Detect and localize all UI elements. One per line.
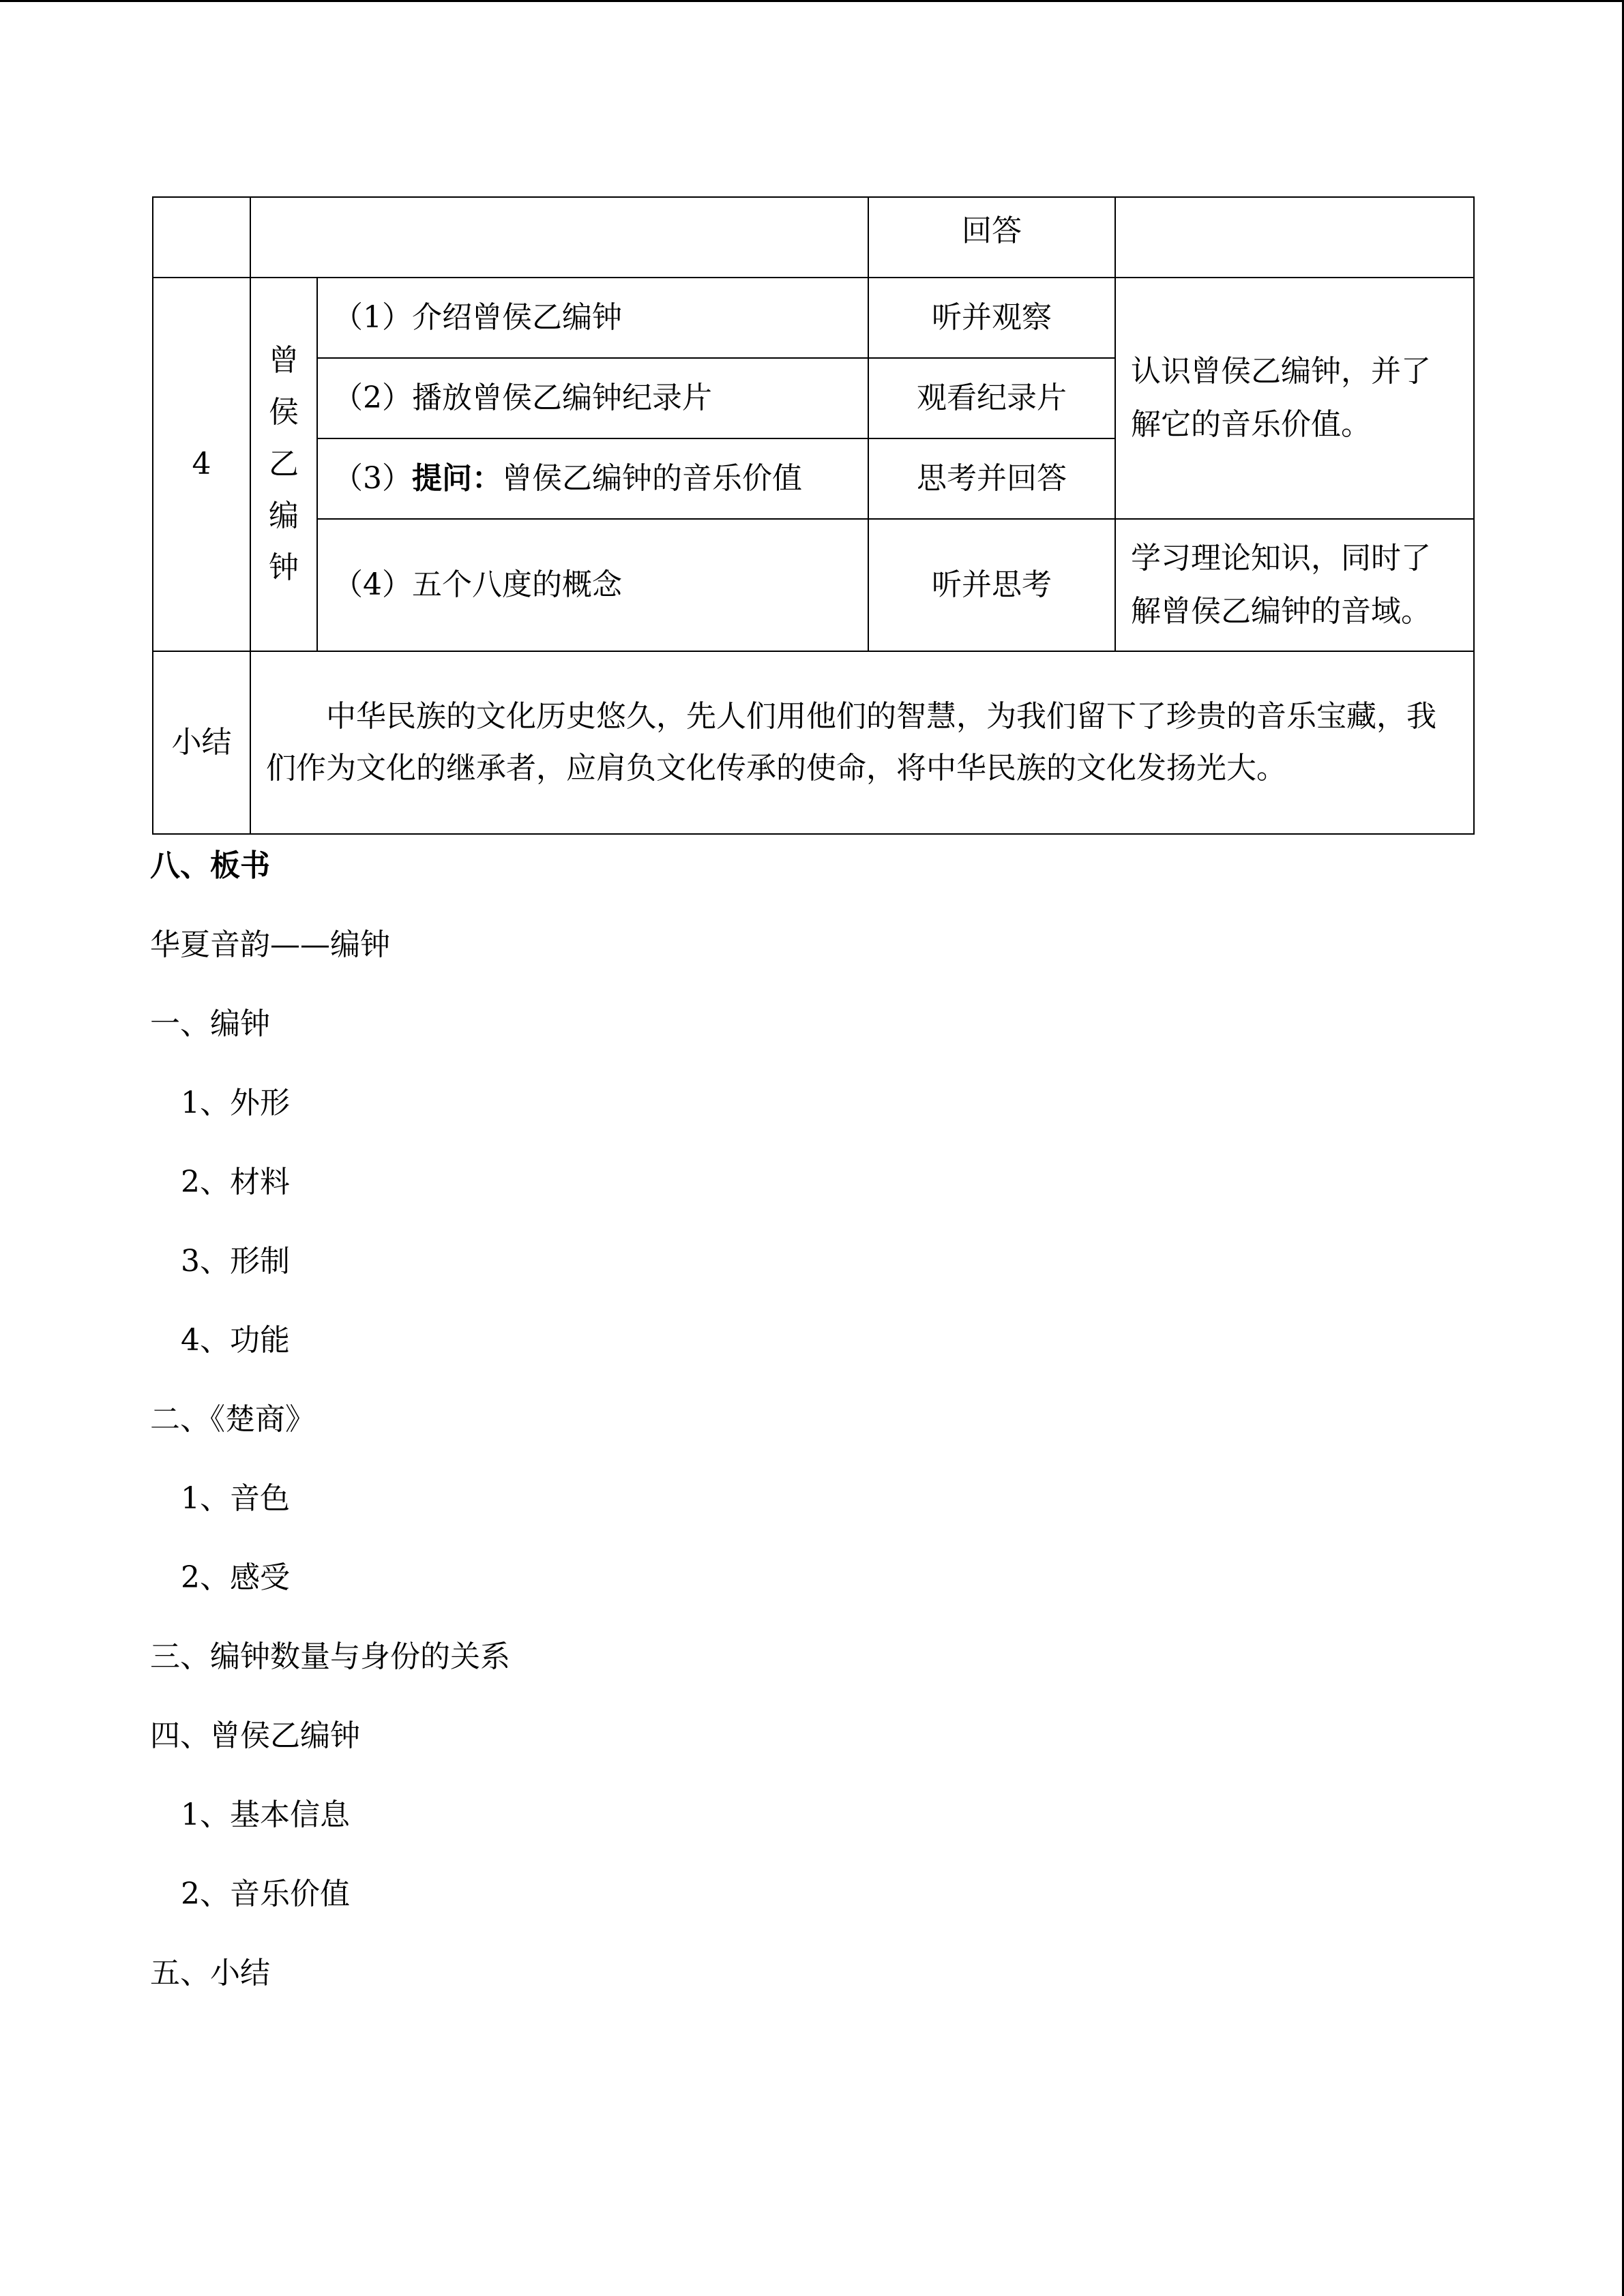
step-cell xyxy=(317,438,868,519)
board-section: 二、《楚商》 xyxy=(150,1402,315,1437)
board-heading: 八、板书 xyxy=(150,848,270,883)
topic-char: 乙 xyxy=(269,447,299,481)
activity-cell: 思考并回答 xyxy=(868,438,1115,519)
board-section: 三、编钟数量与身份的关系 xyxy=(150,1639,510,1674)
board-section: 四、曾侯乙编钟 xyxy=(150,1718,360,1753)
goal-cell: 学习理论知识，同时了解曾侯乙编钟的音域。 xyxy=(1115,519,1474,651)
board-item: 3、形制 xyxy=(181,1244,290,1279)
step-text: 曾侯乙编钟的音乐价值 xyxy=(502,461,802,496)
step-cell: （4）五个八度的概念 xyxy=(317,519,868,651)
activity-cell: 观看纪录片 xyxy=(868,358,1115,438)
board-item: 2、材料 xyxy=(181,1165,290,1199)
table-row xyxy=(153,519,1474,651)
board-section: 五、小结 xyxy=(150,1956,270,1991)
activity-cell: 听并思考 xyxy=(868,519,1115,651)
table-row xyxy=(153,197,1474,278)
topic-char: 编 xyxy=(269,498,299,533)
board-item: 1、基本信息 xyxy=(181,1798,350,1832)
board-item: 1、外形 xyxy=(181,1086,290,1120)
summary-label: 小结 xyxy=(153,651,250,834)
activity-cell: 听并观察 xyxy=(868,278,1115,358)
board-title: 华夏音韵——编钟 xyxy=(150,927,390,962)
table-cell xyxy=(250,197,868,278)
board-item: 2、音乐价值 xyxy=(181,1877,350,1911)
board-item: 4、功能 xyxy=(181,1323,290,1358)
topic-char: 曾 xyxy=(269,343,299,378)
lesson-table xyxy=(152,196,1475,835)
goal-cell: 认识曾侯乙编钟，并了解它的音乐价值。 xyxy=(1115,278,1474,519)
topic-char: 钟 xyxy=(269,550,299,585)
section-topic xyxy=(250,278,317,651)
board-item: 2、感受 xyxy=(181,1560,290,1595)
table-row xyxy=(153,651,1474,834)
section-number: 4 xyxy=(153,278,250,651)
summary-text: 中华民族的文化历史悠久，先人们用他们的智慧，为我们留下了珍贵的音乐宝藏，我们作为文化的继承者，应肩负文化传承的使命，将中华民族的文化发扬光大。 xyxy=(250,651,1474,834)
topic-char: 侯 xyxy=(269,395,299,430)
step-prefix: （3） xyxy=(333,461,412,496)
activity-cell: 回答 xyxy=(868,197,1115,278)
board-item: 1、音色 xyxy=(181,1481,290,1516)
step-bold-label: 提问： xyxy=(412,461,502,496)
table-row xyxy=(153,278,1474,358)
step-cell: （2）播放曾侯乙编钟纪录片 xyxy=(317,358,868,438)
table-cell xyxy=(153,197,250,278)
step-cell: （1）介绍曾侯乙编钟 xyxy=(317,278,868,358)
table-cell xyxy=(1115,197,1474,278)
board-section: 一、编钟 xyxy=(150,1007,270,1041)
